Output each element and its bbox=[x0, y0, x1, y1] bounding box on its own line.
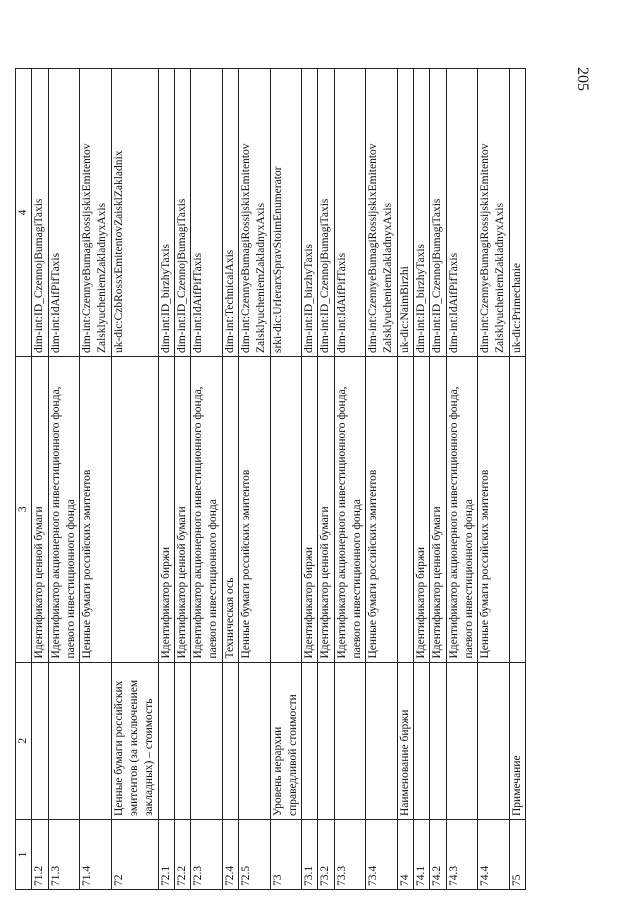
row-number-cell: 73.4 bbox=[366, 820, 398, 890]
table-header-row bbox=[16, 69, 32, 890]
row-code-cell: srki-dic:UrIerarxSpravStoimEnumerator bbox=[270, 69, 302, 357]
row-code-cell: uk-dic:CzbRossxEmitentovZaisklZakladnix bbox=[111, 69, 158, 357]
table-row bbox=[222, 69, 238, 890]
row-description-cell: Идентификатор ценной бумаги bbox=[32, 357, 48, 663]
row-number-cell: 75 bbox=[509, 820, 525, 890]
row-name-cell bbox=[334, 662, 366, 819]
row-number-cell: 72.5 bbox=[238, 820, 270, 890]
row-number-cell: 74.1 bbox=[414, 820, 430, 890]
row-name-cell: Ценные бумаги российских эмитентов (за исключением закладных) – стоимость bbox=[111, 662, 158, 819]
table-row bbox=[509, 69, 525, 890]
table-row bbox=[302, 69, 318, 890]
table-row bbox=[270, 69, 302, 890]
row-number-cell: 74.2 bbox=[430, 820, 446, 890]
table-row bbox=[397, 69, 413, 890]
page-number: 205 bbox=[574, 67, 591, 91]
row-name-cell bbox=[174, 662, 190, 819]
row-description-cell: Идентификатор акционерного инвестиционного фонда, паевого инвестиционного фонда bbox=[334, 357, 366, 663]
row-code-cell: dim-int:IdAifPifTaxis bbox=[191, 69, 223, 357]
row-name-cell bbox=[238, 662, 270, 819]
row-name-cell bbox=[302, 662, 318, 819]
row-number-cell: 71.4 bbox=[80, 820, 112, 890]
table-row bbox=[111, 69, 158, 890]
row-description-cell: Ценные бумаги российских эмитентов bbox=[80, 357, 112, 663]
header-cell-4: 4 bbox=[16, 69, 32, 357]
row-code-cell: dim-int:ID_CzennojBumagiTaxis bbox=[174, 69, 190, 357]
table-body bbox=[32, 69, 526, 890]
row-name-cell bbox=[478, 662, 510, 819]
header-cell-3: 3 bbox=[16, 357, 32, 663]
row-number-cell: 74 bbox=[397, 820, 413, 890]
row-description-cell bbox=[270, 357, 302, 663]
row-description-cell: Идентификатор ценной бумаги bbox=[318, 357, 334, 663]
table-row bbox=[32, 69, 48, 890]
row-name-cell: Уровень иерархии справедливой стоимости bbox=[270, 662, 302, 819]
row-name-cell bbox=[414, 662, 430, 819]
row-number-cell: 71.2 bbox=[32, 820, 48, 890]
row-description-cell bbox=[397, 357, 413, 663]
row-description-cell: Идентификатор ценной бумаги bbox=[174, 357, 190, 663]
row-description-cell bbox=[111, 357, 158, 663]
row-number-cell: 73.1 bbox=[302, 820, 318, 890]
row-code-cell: dim-int:CzennyeBumagiRossijskixEmitentov ZalsklyucheniemZakladnyxAxis bbox=[80, 69, 112, 357]
row-code-cell: dim-int:ID_birzhyTaxis bbox=[302, 69, 318, 357]
row-number-cell: 73.3 bbox=[334, 820, 366, 890]
row-name-cell bbox=[158, 662, 174, 819]
row-code-cell: dim-int:ID_CzennojBumagiTaxis bbox=[318, 69, 334, 357]
row-code-cell: dim-int:ID_birzhyTaxis bbox=[414, 69, 430, 357]
table-row bbox=[158, 69, 174, 890]
table-row bbox=[174, 69, 190, 890]
table-row bbox=[318, 69, 334, 890]
row-code-cell: dim-int:IdAifPifTaxis bbox=[48, 69, 80, 357]
header-cell-1: 1 bbox=[16, 820, 32, 890]
row-number-cell: 72.4 bbox=[222, 820, 238, 890]
row-code-cell: dim-int:IdAifPifTaxis bbox=[334, 69, 366, 357]
row-code-cell: dim-int:TechnicalAxis bbox=[222, 69, 238, 357]
row-name-cell bbox=[430, 662, 446, 819]
row-number-cell: 72.2 bbox=[174, 820, 190, 890]
row-description-cell: Идентификатор биржи bbox=[158, 357, 174, 663]
row-name-cell bbox=[318, 662, 334, 819]
table-row bbox=[446, 69, 478, 890]
row-description-cell: Ценные бумаги российских эмитентов bbox=[478, 357, 510, 663]
row-name-cell bbox=[366, 662, 398, 819]
row-number-cell: 72.3 bbox=[191, 820, 223, 890]
table-row bbox=[238, 69, 270, 890]
row-description-cell: Ценные бумаги российских эмитентов bbox=[366, 357, 398, 663]
row-description-cell: Ценные бумаги российских эмитентов bbox=[238, 357, 270, 663]
row-number-cell: 72.1 bbox=[158, 820, 174, 890]
row-description-cell: Идентификатор акционерного инвестиционного фонда, паевого инвестиционного фонда bbox=[48, 357, 80, 663]
row-name-cell bbox=[32, 662, 48, 819]
table-row bbox=[191, 69, 223, 890]
row-description-cell: Идентификатор биржи bbox=[302, 357, 318, 663]
row-name-cell: Примечание bbox=[509, 662, 525, 819]
row-description-cell: Идентификатор биржи bbox=[414, 357, 430, 663]
table-row bbox=[48, 69, 80, 890]
row-description-cell: Идентификатор акционерного инвестиционного фонда, паевого инвестиционного фонда bbox=[191, 357, 223, 663]
row-name-cell bbox=[48, 662, 80, 819]
row-code-cell: dim-int:ID_CzennojBumagiTaxis bbox=[430, 69, 446, 357]
rotated-page bbox=[15, 68, 535, 890]
row-name-cell bbox=[80, 662, 112, 819]
row-description-cell bbox=[509, 357, 525, 663]
table-row bbox=[478, 69, 510, 890]
row-code-cell: dim-int:CzennyeBumagiRossijskixEmitentov ZalsklyucheniemZakladnyxAxis bbox=[478, 69, 510, 357]
row-code-cell: dim-int:ID_CzennojBumagiTaxis bbox=[32, 69, 48, 357]
row-number-cell: 71.3 bbox=[48, 820, 80, 890]
table-row bbox=[80, 69, 112, 890]
row-name-cell: Наименование биржи bbox=[397, 662, 413, 819]
row-name-cell bbox=[222, 662, 238, 819]
row-number-cell: 73.2 bbox=[318, 820, 334, 890]
row-number-cell: 74.3 bbox=[446, 820, 478, 890]
row-code-cell: uk-dic:NaimBirzhi bbox=[397, 69, 413, 357]
row-number-cell: 73 bbox=[270, 820, 302, 890]
data-table bbox=[15, 68, 526, 890]
row-number-cell: 74.4 bbox=[478, 820, 510, 890]
row-code-cell: uk-dic:Primechanie bbox=[509, 69, 525, 357]
row-description-cell: Идентификатор акционерного инвестиционного фонда, паевого инвестиционного фонда bbox=[446, 357, 478, 663]
table-row bbox=[430, 69, 446, 890]
row-description-cell: Идентификатор ценной бумаги bbox=[430, 357, 446, 663]
row-name-cell bbox=[191, 662, 223, 819]
table-row bbox=[366, 69, 398, 890]
row-code-cell: dim-int:IdAifPifTaxis bbox=[446, 69, 478, 357]
row-code-cell: dim-int:ID_birzhyTaxis bbox=[158, 69, 174, 357]
row-name-cell bbox=[446, 662, 478, 819]
header-cell-2: 2 bbox=[16, 662, 32, 819]
row-code-cell: dim-int:CzennyeBumagiRossijskixEmitentov ZalsklyucheniemZakladnyxAxis bbox=[238, 69, 270, 357]
row-code-cell: dim-int:CzennyeBumagiRossijskixEmitentov ZalsklyucheniemZakladnyxAxis bbox=[366, 69, 398, 357]
row-number-cell: 72 bbox=[111, 820, 158, 890]
row-description-cell: Техническая ось bbox=[222, 357, 238, 663]
table-row bbox=[414, 69, 430, 890]
table-row bbox=[334, 69, 366, 890]
